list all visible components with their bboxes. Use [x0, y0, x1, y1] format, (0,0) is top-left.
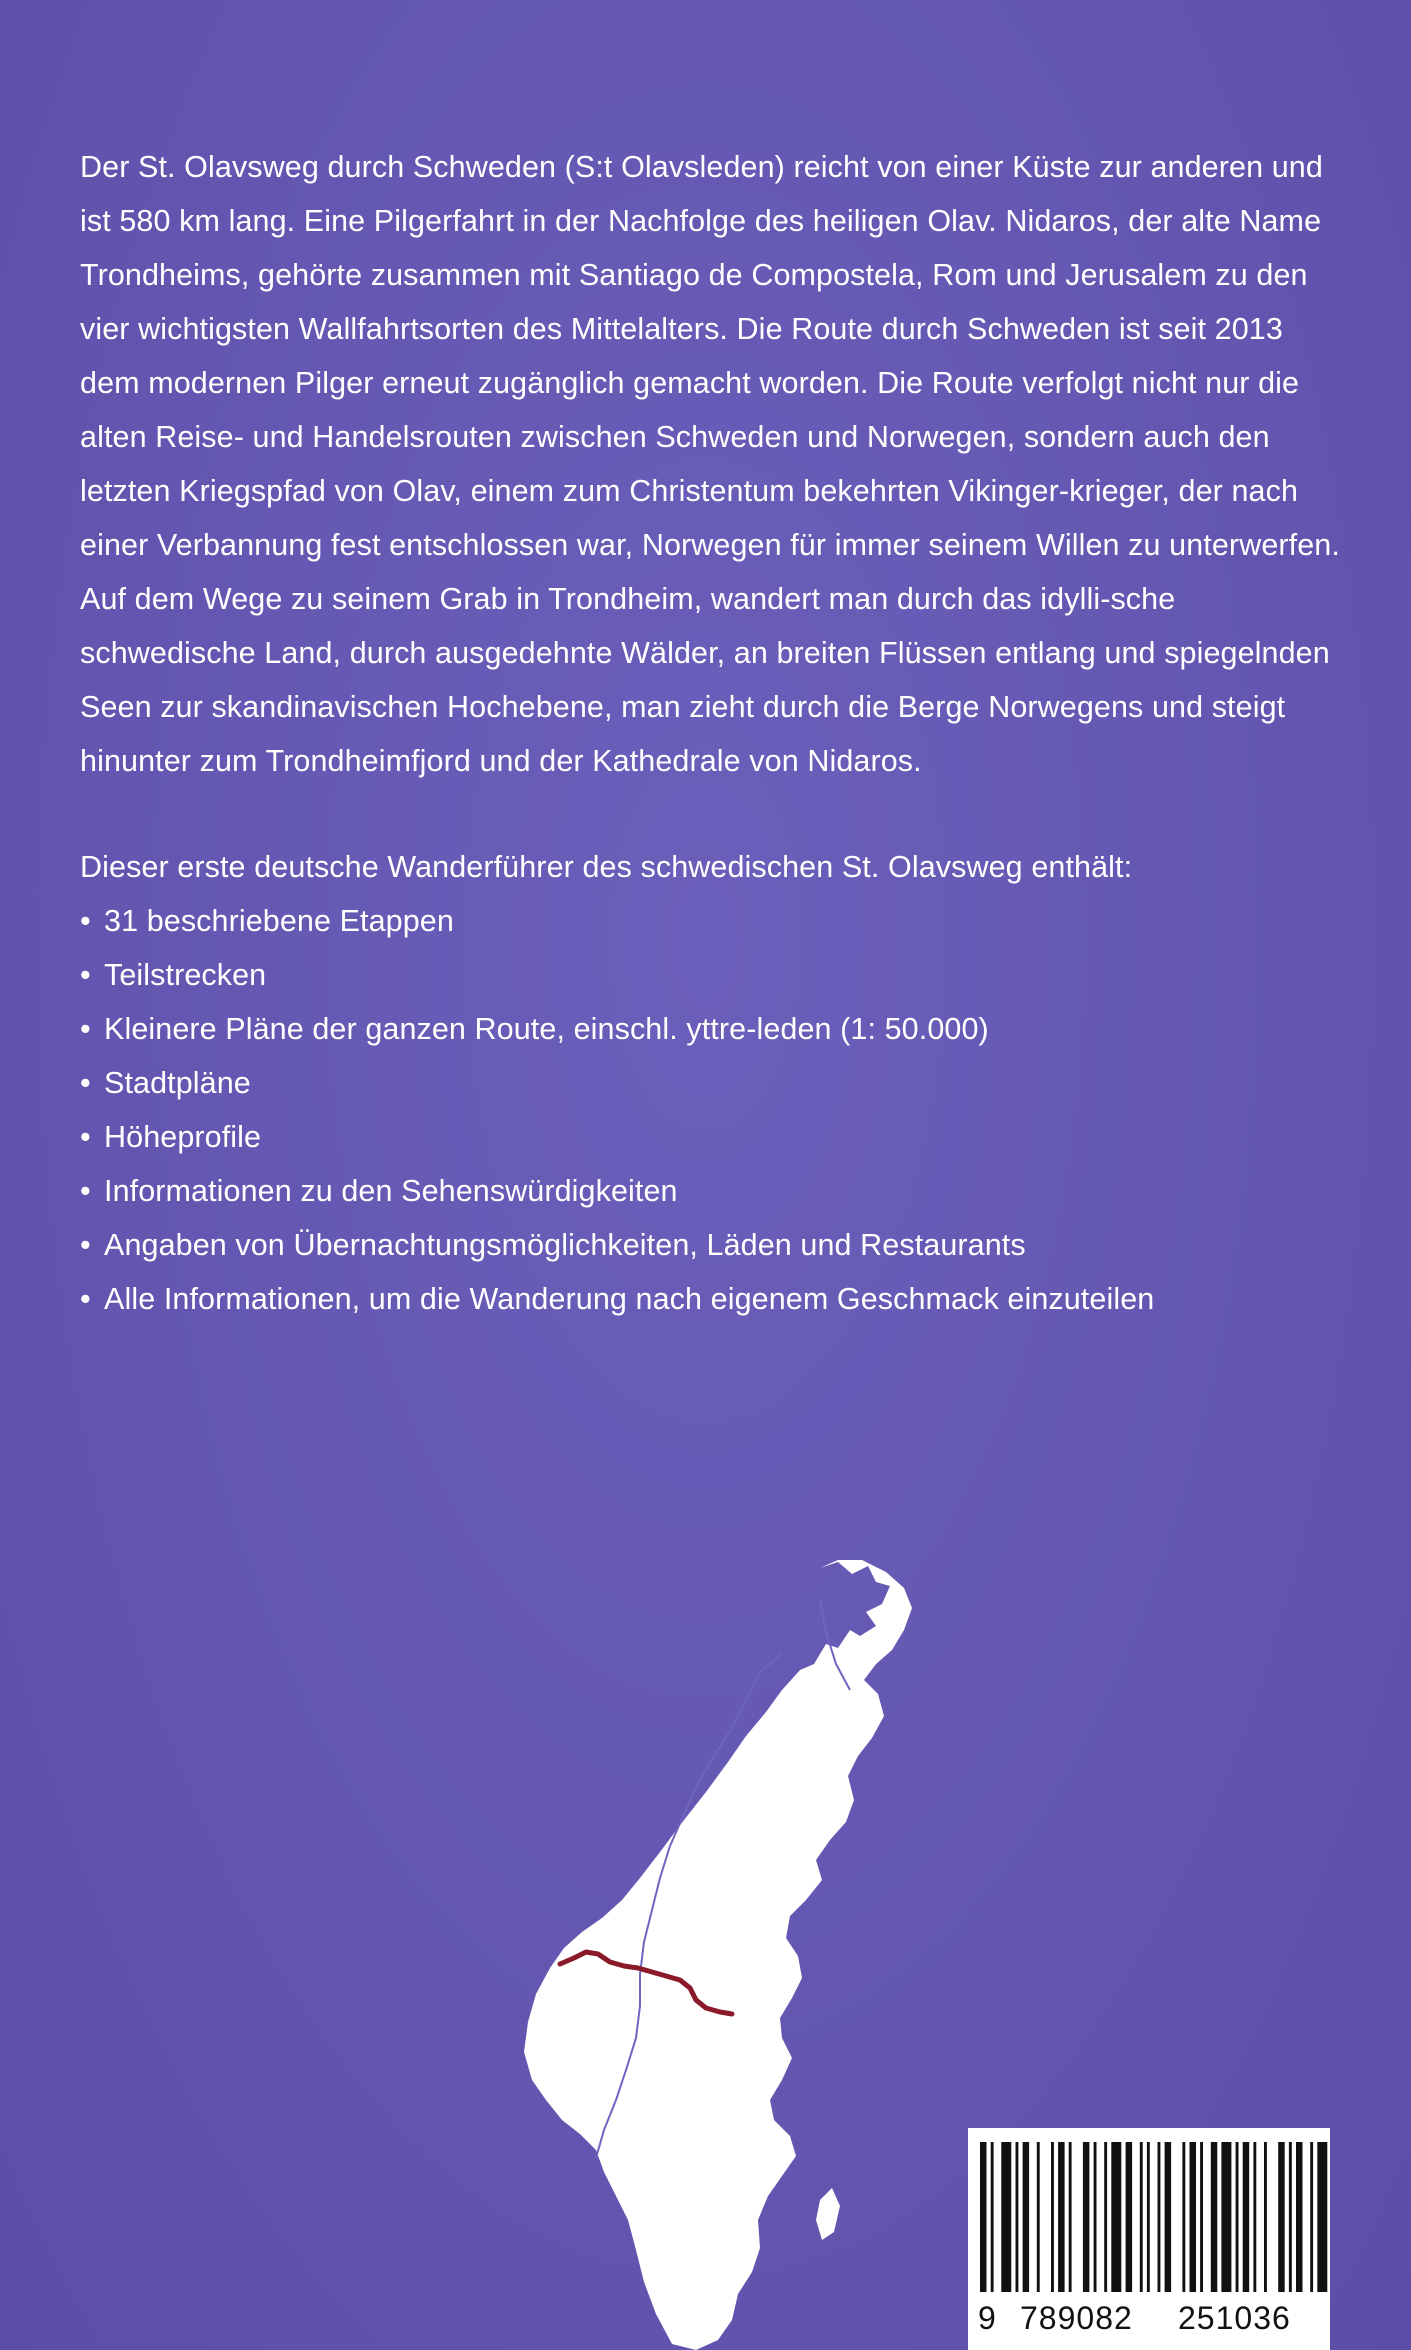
barcode-bar [1221, 2142, 1231, 2292]
barcode-right-digits: 251036 [1178, 2300, 1291, 2336]
barcode-bar [991, 2142, 994, 2292]
contents-intro: Dieser erste deutsche Wanderführer des schwedischen St. Olavsweg enthält: [80, 850, 1133, 884]
list-item: • Angaben von Übernachtungsmöglichkeiten, Läden und Restaurants [80, 1218, 1340, 1272]
paragraph-2: Auf dem Wege zu seinem Grab in Trondheim, wandert man durch das idylli-sche schwedische Land, durch ausgedehnte Wälder, an breiten Flüssen entlang und spiegelnden Seen zur skandinavischen Hochebene, man zieht durch die Berge Norwegens und steigt hinunter zum Trondheimfjord und der Kathedrale von Nidaros. [80, 582, 1330, 778]
bullet-icon: • [80, 1174, 91, 1208]
barcode-bar [1104, 2142, 1107, 2292]
barcode-bar [1243, 2142, 1250, 2292]
list-item: • Alle Informationen, um die Wanderung nach eigenem Geschmack einzuteilen [80, 1272, 1340, 1326]
barcode-bar [1253, 2142, 1256, 2292]
bullet-icon: • [80, 958, 91, 992]
barcode-bar [1001, 2142, 1011, 2292]
barcode-bar [1069, 2142, 1072, 2292]
barcode-bar [1289, 2142, 1292, 2292]
barcode-bar [1211, 2142, 1218, 2292]
barcode-bar [1296, 2142, 1303, 2292]
list-item: • Teilstrecken [80, 948, 1340, 1002]
isbn-barcode [968, 2128, 1330, 2350]
paragraph-1: Der St. Olavsweg durch Schweden (S:t Olavsleden) reicht von einer Küste zur anderen und ist 580 km lang. Eine Pilgerfahrt in der Nachfolge des heiligen Olav. Nidaros, der alte Name Trondheims, gehörte zusammen mit Santiago de Compostela, Rom und Jerusalem zu den vier wichtigsten Wallfahrtsorten des Mittelalters. Die Route durch Schweden ist seit 2013 dem modernen Pilger erneut zugänglich gemacht worden. Die Route verfolgt nicht nur die alten Reise- und Handelsrouten zwischen Schweden und Norwegen, sondern auch den letzten Kriegspfad von Olav, einem zum Christentum bekehrten Vikinger-krieger, der nach einer Verbannung fest entschlossen war, Norwegen für immer seinem Willen zu unterwerfen. [80, 150, 1340, 562]
barcode-bar [1126, 2142, 1133, 2292]
list-item: • Höheprofile [80, 1110, 1340, 1164]
barcode-bar [1264, 2142, 1267, 2292]
barcode-bar [1058, 2142, 1065, 2292]
barcode-bar [1182, 2142, 1185, 2292]
bullet-icon: • [80, 904, 91, 938]
barcode-lead-digit: 9 [978, 2300, 997, 2336]
bullet-icon: • [80, 1282, 91, 1316]
bullet-icon: • [80, 1012, 91, 1046]
barcode-bar [1310, 2142, 1313, 2292]
barcode-bar [1317, 2142, 1327, 2292]
barcode-bar [1083, 2142, 1090, 2292]
barcode-bar [980, 2142, 987, 2292]
barcode-bar [1278, 2142, 1285, 2292]
barcode-bar [1023, 2142, 1030, 2292]
barcode-bar [1140, 2142, 1143, 2292]
bullet-icon: • [80, 1228, 91, 1262]
barcode-bar [1051, 2142, 1054, 2292]
description-text [80, 140, 1340, 1326]
barcode-left-digits: 789082 [1020, 2300, 1133, 2336]
list-item: • Informationen zu den Sehenswürdigkeiten [80, 1164, 1340, 1218]
barcode-bar [1111, 2142, 1121, 2292]
bullet-icon: • [80, 1066, 91, 1100]
bullet-icon: • [80, 1120, 91, 1154]
barcode-bar [1236, 2142, 1239, 2292]
list-item: • Stadtpläne [80, 1056, 1340, 1110]
barcode-bar [1158, 2142, 1161, 2292]
gotland-island [816, 2188, 840, 2240]
barcode-bar [1165, 2142, 1172, 2292]
barcode-bar [1200, 2142, 1203, 2292]
barcode-bar [1147, 2142, 1150, 2292]
barcode-bars [968, 2128, 1330, 2298]
barcode-bar [1094, 2142, 1097, 2292]
barcode-bar [1190, 2142, 1197, 2292]
barcode-bar [1037, 2142, 1040, 2292]
scandinavia-map [520, 1560, 1020, 2350]
barcode-bar [1016, 2142, 1019, 2292]
list-item: • Kleinere Pläne der ganzen Route, einschl. yttre-leden (1: 50.000) [80, 1002, 1340, 1056]
contents-list [80, 894, 1340, 1326]
list-item: • 31 beschriebene Etappen [80, 894, 1340, 948]
